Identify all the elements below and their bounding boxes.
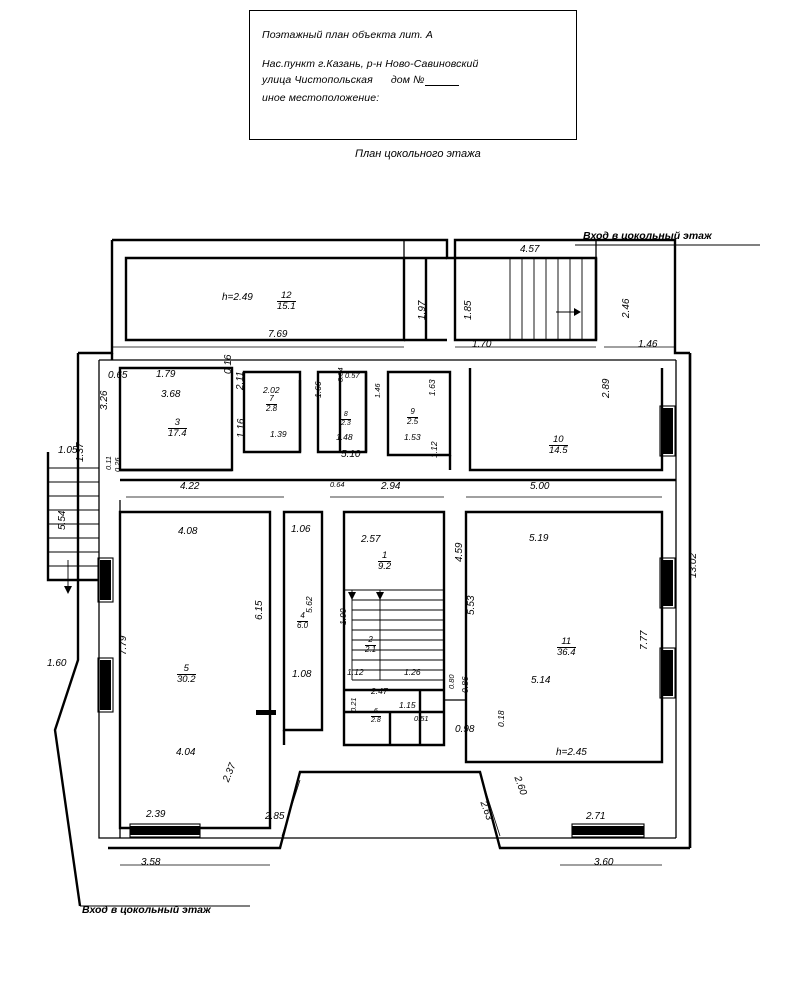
dim-1-39: 1.39 bbox=[270, 429, 287, 439]
dim-1-97: 1.97 bbox=[417, 300, 428, 320]
dim-0-21: 0.21 bbox=[349, 697, 358, 712]
house-label: дом № bbox=[390, 74, 425, 86]
dim-1-16: 1.16 bbox=[236, 418, 247, 438]
dim-5-53: 5.53 bbox=[466, 595, 477, 615]
dim-1-48: 1.48 bbox=[336, 432, 353, 442]
dim-1-12: 1.12 bbox=[429, 441, 439, 458]
dim-1-66: 1.66 bbox=[313, 381, 323, 398]
dim-2-02: 2.02 bbox=[263, 385, 280, 395]
dim-4-22: 4.22 bbox=[180, 481, 200, 492]
dim-1-06: 1.06 bbox=[291, 524, 311, 535]
dim-4-04: 4.04 bbox=[176, 747, 196, 758]
dim-1-12-b: 1.12 bbox=[347, 667, 364, 677]
dim-0-16: 0.16 bbox=[223, 354, 234, 374]
room-2: 2 2.1 bbox=[365, 635, 377, 654]
room-4: 4 6.0 bbox=[297, 611, 309, 630]
room-5: 5 30.2 bbox=[177, 663, 196, 686]
dim-2-11: 2.11 bbox=[235, 371, 246, 390]
dim-0-65: 0.65 bbox=[108, 370, 128, 381]
dim-0-86: 0.86 bbox=[460, 676, 470, 693]
room-1: 1 9.2 bbox=[378, 550, 392, 573]
title-line-2: Нас.пункт г.Казань, р-н Ново-Савиновский bbox=[262, 58, 479, 70]
dim-1-08: 1.08 bbox=[292, 669, 312, 680]
dim-2-94: 2.94 bbox=[381, 481, 401, 492]
room-7: 7 2.8 bbox=[266, 394, 278, 413]
dim-1-60: 1.60 bbox=[47, 658, 67, 669]
dim-7-77: 7.77 bbox=[639, 630, 650, 650]
dim-0-84: 0.84 bbox=[336, 367, 345, 382]
dim-4-08: 4.08 bbox=[178, 526, 198, 537]
dim-1-15: 1.15 bbox=[399, 700, 416, 710]
dim-0-51: 0.51 bbox=[414, 714, 429, 723]
room-9: 9 2.5 bbox=[407, 407, 419, 426]
dim-13-02: 13.02 bbox=[688, 552, 699, 578]
dim-7-69: 7.69 bbox=[268, 329, 288, 340]
dim-3-68: 3.68 bbox=[161, 389, 181, 400]
dim-0-64: 0.64 bbox=[330, 480, 345, 489]
room-11: 11 36.4 bbox=[557, 636, 576, 659]
dim-1-05: 1.05 bbox=[58, 445, 78, 456]
dim-2-60: 2.60 bbox=[511, 774, 529, 797]
dim-0-18: 0.18 bbox=[496, 710, 506, 727]
dim-5-00: 5.00 bbox=[530, 481, 550, 492]
dim-3-26: 3.26 bbox=[99, 390, 110, 410]
dim-3-58: 3.58 bbox=[141, 857, 161, 868]
dim-5-19: 5.19 bbox=[529, 533, 549, 544]
dim-1-90: 1.90 bbox=[338, 608, 348, 625]
dim-1-63: 1.63 bbox=[427, 379, 437, 396]
dim-1-70: 1.70 bbox=[472, 339, 492, 350]
title-line-1: Поэтажный план объекта лит. А bbox=[262, 29, 434, 41]
room-3: 3 17.4 bbox=[168, 417, 187, 440]
dim-2-39: 2.39 bbox=[146, 809, 166, 820]
room-12: 12 15.1 bbox=[277, 290, 296, 313]
dim-2-57: 2.57 bbox=[361, 534, 381, 545]
dim-2-47: 2.47 bbox=[371, 686, 388, 696]
dim-4-57: 4.57 bbox=[520, 244, 540, 255]
dim-2-46: 2.46 bbox=[621, 298, 632, 318]
dim-5-62: 5.62 bbox=[304, 596, 314, 613]
entrance-top-right-label: Вход в цокольный этаж bbox=[583, 230, 712, 242]
dim-0-57: 0.57 bbox=[345, 371, 360, 380]
title-line-4: иное местоположение: bbox=[262, 92, 380, 104]
dim-4-59: 4.59 bbox=[454, 542, 465, 562]
room-6: 6 2.8 bbox=[371, 708, 381, 724]
dim-1-46-top: 1.46 bbox=[638, 339, 658, 350]
street-label: улица Чистопольская bbox=[262, 74, 373, 86]
plan-caption: План цокольного этажа bbox=[355, 148, 481, 160]
dim-1-26: 1.26 bbox=[404, 667, 421, 677]
dim-1-46-mid: 1.46 bbox=[373, 383, 382, 398]
dim-2-63: 2.63 bbox=[477, 799, 495, 822]
dim-0-26: 0.26 bbox=[113, 457, 122, 472]
dim-1-79: 1.79 bbox=[156, 369, 176, 380]
room-10: 10 14.5 bbox=[549, 434, 568, 457]
dim-2-37: 2.37 bbox=[221, 761, 239, 784]
dim-7-79: 7.79 bbox=[118, 635, 129, 655]
dim-2-89: 2.89 bbox=[601, 378, 612, 398]
dim-3-60: 3.60 bbox=[594, 857, 614, 868]
dim-0-11: 0.11 bbox=[104, 455, 113, 470]
dim-0-80: 0.80 bbox=[447, 674, 456, 689]
dim-5-54: 5.54 bbox=[57, 510, 68, 530]
dim-5-10: 5.10 bbox=[341, 449, 361, 460]
height-room-11: h=2.45 bbox=[556, 747, 587, 758]
dim-1-85: 1.85 bbox=[463, 300, 474, 320]
dim-5-14: 5.14 bbox=[531, 675, 551, 686]
dim-2-71: 2.71 bbox=[586, 811, 606, 822]
dim-1-37: 1.37 bbox=[75, 442, 86, 462]
dim-6-15: 6.15 bbox=[254, 600, 265, 620]
dim-2-85: 2.85 bbox=[265, 811, 285, 822]
dim-1-53: 1.53 bbox=[404, 432, 421, 442]
room-8: 8 2.3 bbox=[341, 411, 351, 427]
height-room-12: h=2.49 bbox=[222, 292, 253, 303]
entrance-bottom-left-label: Вход в цокольный этаж bbox=[82, 904, 211, 916]
dim-0-98: 0.98 bbox=[455, 724, 475, 735]
